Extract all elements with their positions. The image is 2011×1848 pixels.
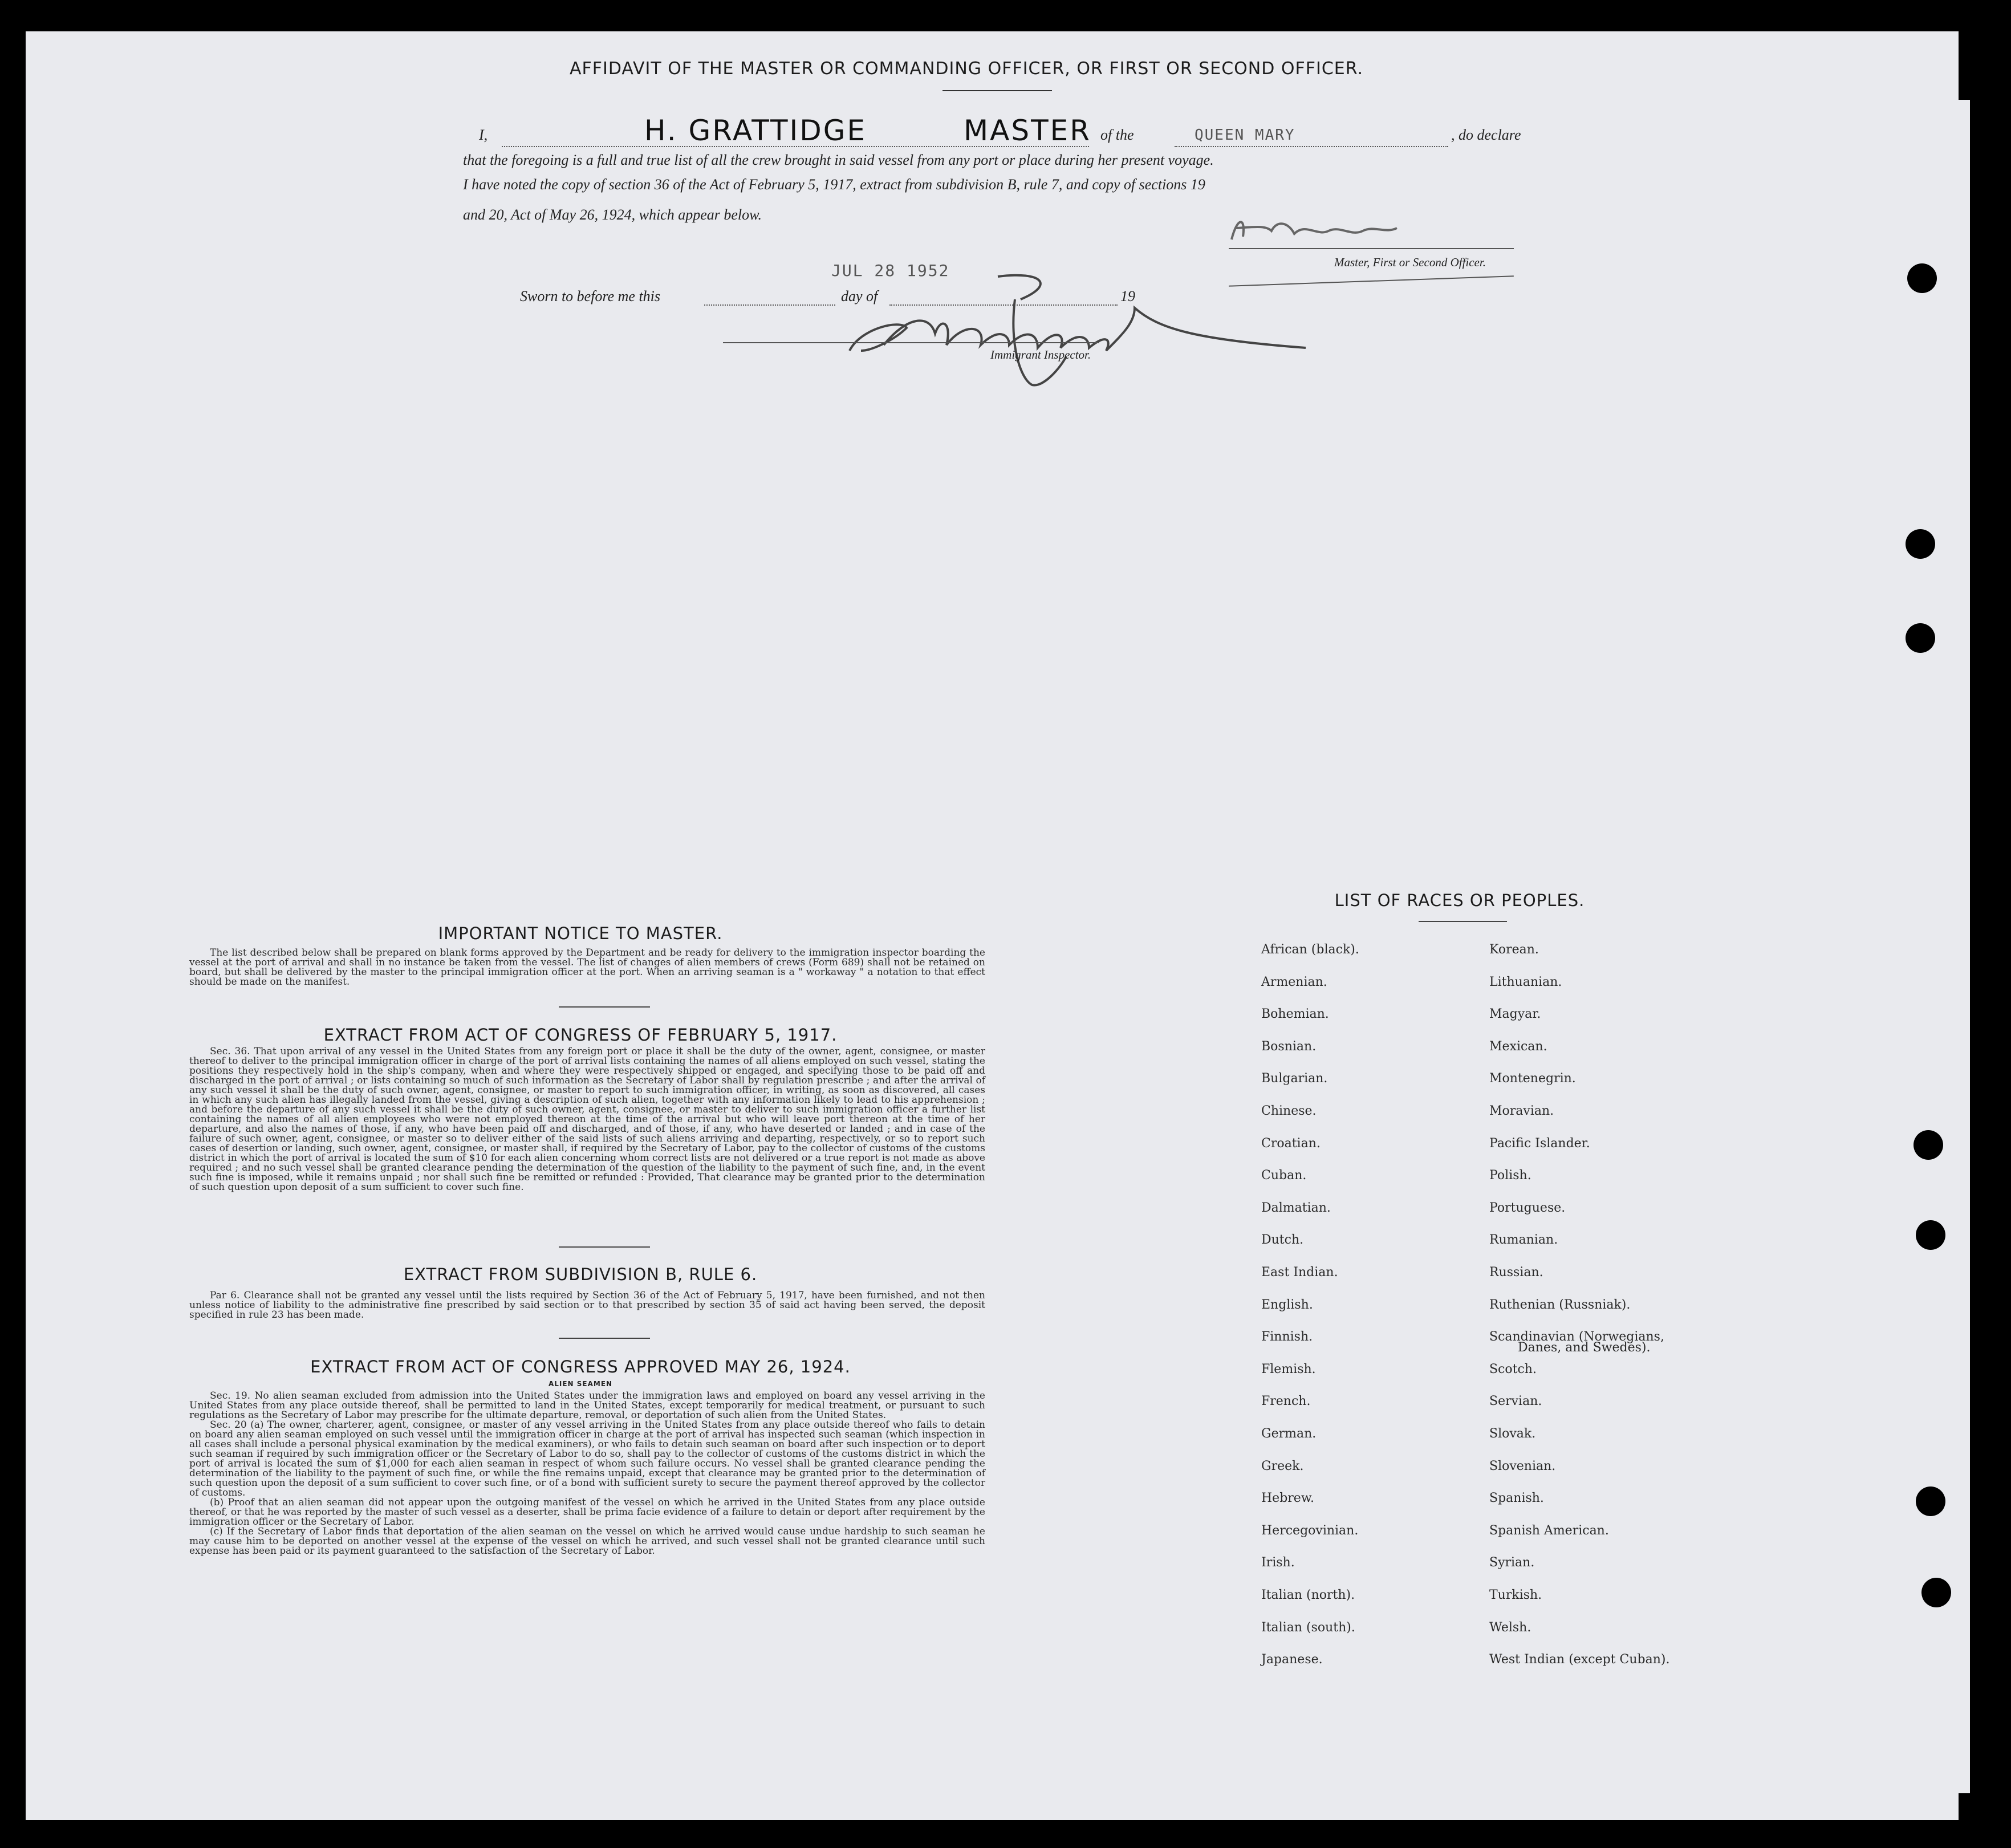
extract3-body xyxy=(189,1391,985,1556)
affidavit-line-3: I have noted the copy of section 36 of the Act of February 5, 1917, extract from subdivision B, rule 7, and copy of sections 19 xyxy=(463,176,1205,193)
race-item: East Indian. xyxy=(1261,1265,1338,1280)
race-item: Japanese. xyxy=(1261,1652,1323,1667)
race-item: Chinese. xyxy=(1261,1104,1317,1118)
extract1-divider xyxy=(559,1246,650,1248)
title-divider xyxy=(942,90,1052,91)
master-signature xyxy=(1220,211,1505,251)
affidavit-line-2: that the foregoing is a full and true list of all the crew brought in said vessel from any port or place during her present voyage. xyxy=(463,152,1214,168)
binder-hole xyxy=(1914,1130,1943,1160)
race-item: African (black). xyxy=(1261,943,1359,957)
extract1-body xyxy=(189,1047,985,1192)
race-item: Slovenian. xyxy=(1489,1459,1556,1473)
binder-hole xyxy=(1921,1578,1951,1607)
sec20c-paragraph: (c) If the Secretary of Labor finds that deportation of the alien seaman on the vessel on which he arrived would cause undue hardship to such seaman he may cause him to be deported on another vessel at the expense of the vessel on which he arrived, and such vessel shall not be granted clearance until such expense has been paid or its payment guaranteed to the satisfaction of the Secretary of Labor. xyxy=(189,1526,985,1557)
race-item: Portuguese. xyxy=(1489,1200,1566,1215)
race-item: Servian. xyxy=(1489,1394,1542,1409)
race-item: Dalmatian. xyxy=(1261,1200,1331,1215)
affidavit-line-4: and 20, Act of May 26, 1924, which appear below. xyxy=(463,206,762,223)
races-title: LIST OF RACES OR PEOPLES. xyxy=(1334,891,1585,910)
race-item: English. xyxy=(1261,1297,1313,1312)
race-item: Korean. xyxy=(1489,943,1539,957)
race-item: Rumanian. xyxy=(1489,1233,1558,1248)
sworn-day-line xyxy=(704,304,835,306)
extract2-body xyxy=(189,1291,985,1320)
race-item: German. xyxy=(1261,1427,1317,1441)
master-signature-line xyxy=(1229,248,1514,249)
sworn-label: Sworn to before me this xyxy=(520,288,661,304)
notice-title: IMPORTANT NOTICE TO MASTER. xyxy=(438,924,723,943)
race-item: Turkish. xyxy=(1489,1588,1542,1602)
binder-hole xyxy=(1906,623,1935,653)
race-item: West Indian (except Cuban). xyxy=(1489,1652,1670,1667)
race-item: Bulgarian. xyxy=(1261,1071,1328,1086)
race-item: Flemish. xyxy=(1261,1362,1316,1376)
race-item: Scandinavian (Norwegians, xyxy=(1489,1330,1664,1345)
race-item: Dutch. xyxy=(1261,1233,1304,1248)
extract2-divider xyxy=(559,1338,650,1339)
race-item: Russian. xyxy=(1489,1265,1543,1280)
of-the-label: of the xyxy=(1100,127,1134,143)
affidavit-i-label: I, xyxy=(479,127,488,143)
race-item: French. xyxy=(1261,1394,1311,1409)
race-item: Syrian. xyxy=(1489,1555,1535,1570)
race-item: Ruthenian (Russniak). xyxy=(1489,1297,1631,1312)
par6-paragraph: Par 6. Clearance shall not be granted any vessel until the lists required by Section 36 of the Act of February 5, 1917, have been furnished, and not then unless notice of liability to the administrative fine prescribed by said section or to that prescribed by section 35 of said act having been served, the deposit specified in rule 23 has been made. xyxy=(189,1290,985,1321)
race-item: Scotch. xyxy=(1489,1362,1537,1376)
race-item: Croatian. xyxy=(1261,1136,1321,1151)
extract3-subtitle: ALIEN SEAMEN xyxy=(548,1380,613,1388)
extract2-title: EXTRACT FROM SUBDIVISION B, RULE 6. xyxy=(403,1265,758,1284)
race-item: Hebrew. xyxy=(1261,1491,1315,1506)
race-item: Polish. xyxy=(1489,1168,1531,1183)
race-item: Montenegrin. xyxy=(1489,1071,1576,1086)
sec36-paragraph: Sec. 36. That upon arrival of any vessel in the United States from any foreign port or place it shall be the duty of the owner, agent, consignee, or master thereof to deliver to the principal immigration officer in charge of the port of arrival lists containing the names of all aliens employed on such vessel, stating the positions they respectively hold in the ship's company, when and where they were respectively shipped or engaged, and specifying those to be paid off and discharged in the port of arrival ; or lists containing so much of such information as the Secretary of Labor shall by regulation prescribe ; and after the arrival of any such vessel it shall be the duty of such owner, agent, consignee, or master to report to such immigration officer, in writing, as soon as discovered, all cases in which any such alien has illegally landed from the vessel, giving a description of such alien, together with any information likely to lead to his apprehension ; and before the departure of any such vessel it shall be the duty of such owner, agent, consignee, or master to deliver to such immigration officer a further list containing the names of all alien employees who were not employed thereon at the time of the arrival but who will leave port thereon at the time of her departure, and also the names of those, if any, who have been paid off and discharged, and of those, if any, who have deserted or landed ; and in case of the failure of such owner, agent, consignee, or master so to deliver either of the said lists of such aliens arriving and departing, respectively, or so to report such cases of desertion or landing, such owner, agent, consignee, or master shall, if required by the Secretary of Labor, pay to the collector of customs of the customs district in which the port of arrival is located the sum of $10 for each alien concerning whom correct lists are not delivered or a true report is not made as above required ; and no such vessel shall be granted clearance pending the determination of the question of the liability to the payment of such fine, and, in the event such fine is imposed, while it remains unpaid ; nor shall such fine be remitted or refunded : Provided, That clearance may be granted prior to the determination of such question upon deposit of a sum sufficient to cover such fine. xyxy=(189,1046,985,1193)
race-item: Spanish American. xyxy=(1489,1523,1609,1538)
extract1-title: EXTRACT FROM ACT OF CONGRESS OF FEBRUARY 5, 1917. xyxy=(323,1025,838,1045)
year-prefix: 19 xyxy=(1120,288,1135,304)
sec20b-paragraph: (b) Proof that an alien seaman did not appear upon the outgoing manifest of the vessel on which he arrived in the United States from any place outside thereof, or that he was reported by the master of such vessel as a deserter, shall be prima facie evidence of a failure to detain or deport after requirement by the immigration officer or the Secretary of Labor. xyxy=(189,1497,985,1528)
notice-paragraph: The list described below shall be prepared on blank forms approved by the Department and be ready for delivery to the immigration inspector boarding the vessel at the port of arrival and shall in no instance be taken from the vessel. The list of changes of alien members of crews (Form 689) shall not be retained on board, but shall be delivered by the master to the principal immigration officer at the port. When an arriving seaman is a " workaway " a notation to that effect should be made on the manifest. xyxy=(189,947,985,988)
race-item: Italian (south). xyxy=(1261,1620,1355,1635)
sec20a-paragraph: Sec. 20 (a) The owner, charterer, agent, consignee, or master of any vessel arriving in the United States from any place outside thereof who fails to detain on board any alien seaman employed on such vessel until the immigration officer in charge at the port of arrival has inspected such seaman (which inspection in all cases shall include a personal physical examination by the medical examiners), or who fails to detain such seaman on board after such inspection or to deport such seaman if required by such immigration officer or the Secretary of Labor to do so, shall pay to the collector of customs of the customs district in which the port of arrival is located the sum of $1,000 for each alien seaman in respect of whom such failure occurs. No vessel shall be granted clearance pending the determination of the liability to the payment of such fine, or while the fine remains unpaid, except that clearance may be granted prior to the determination of such question upon the deposit of a sum sufficient to cover such fine, or of a bond with sufficient surety to secure the payment thereof approved by the collector of customs. xyxy=(189,1419,985,1498)
page-edge-tab xyxy=(1907,100,1970,1793)
notice-body xyxy=(189,948,985,987)
race-item: Moravian. xyxy=(1489,1104,1554,1118)
sec19-paragraph: Sec. 19. No alien seaman excluded from admission into the United States under the immigration laws and employed on board any vessel arriving in the United States from any place outside thereof, shall be permitted to land in the United States, except temporarily for medical treatment, or pursuant to such regulations as the Secretary of Labor may prescribe for the ultimate departure, removal, or deportation of such alien from the United States. xyxy=(189,1390,985,1421)
race-item: Greek. xyxy=(1261,1459,1304,1473)
race-item: Lithuanian. xyxy=(1489,974,1562,989)
extract3-title: EXTRACT FROM ACT OF CONGRESS APPROVED MAY 26, 1924. xyxy=(310,1357,851,1376)
race-item: Irish. xyxy=(1261,1555,1295,1570)
race-item: Hercegovinian. xyxy=(1261,1523,1359,1538)
officer-rank: MASTER xyxy=(964,114,1091,147)
affidavit-title: AFFIDAVIT OF THE MASTER OR COMMANDING OFFICER, OR FIRST OR SECOND OFFICER. xyxy=(569,59,1364,79)
race-item: Mexican. xyxy=(1489,1039,1547,1054)
race-item: Finnish. xyxy=(1261,1330,1313,1345)
race-item: Slovak. xyxy=(1489,1427,1536,1441)
binder-hole xyxy=(1906,529,1935,559)
notice-divider xyxy=(559,1006,650,1008)
inspector-caption: Immigrant Inspector. xyxy=(990,348,1091,362)
race-item: Welsh. xyxy=(1489,1620,1531,1635)
race-item: Pacific Islander. xyxy=(1489,1136,1590,1151)
binder-hole xyxy=(1916,1486,1945,1516)
race-item: Spanish. xyxy=(1489,1491,1544,1506)
races-divider xyxy=(1419,921,1507,922)
officer-name: H. GRATTIDGE xyxy=(644,114,867,147)
officer-name-line xyxy=(502,146,1089,147)
vessel-name-line xyxy=(1175,146,1448,147)
race-item: Cuban. xyxy=(1261,1168,1307,1183)
race-item: Armenian. xyxy=(1261,974,1327,989)
race-item: Bosnian. xyxy=(1261,1039,1317,1054)
vessel-name: QUEEN MARY xyxy=(1195,127,1295,144)
inspector-signature xyxy=(838,265,1311,402)
inspector-signature-line xyxy=(723,342,1099,343)
binder-hole xyxy=(1907,263,1937,293)
day-of-label: day of xyxy=(841,288,878,304)
races-right-continuation: Danes, and Swedes). xyxy=(1518,1341,1651,1355)
date-stamp: JUL 28 1952 xyxy=(831,261,950,280)
race-item: Italian (north). xyxy=(1261,1588,1355,1602)
master-signature-caption: Master, First or Second Officer. xyxy=(1334,255,1486,269)
do-declare-label: , do declare xyxy=(1451,127,1521,143)
race-item: Magyar. xyxy=(1489,1007,1541,1022)
race-item: Bohemian. xyxy=(1261,1007,1329,1022)
binder-hole xyxy=(1916,1220,1945,1250)
